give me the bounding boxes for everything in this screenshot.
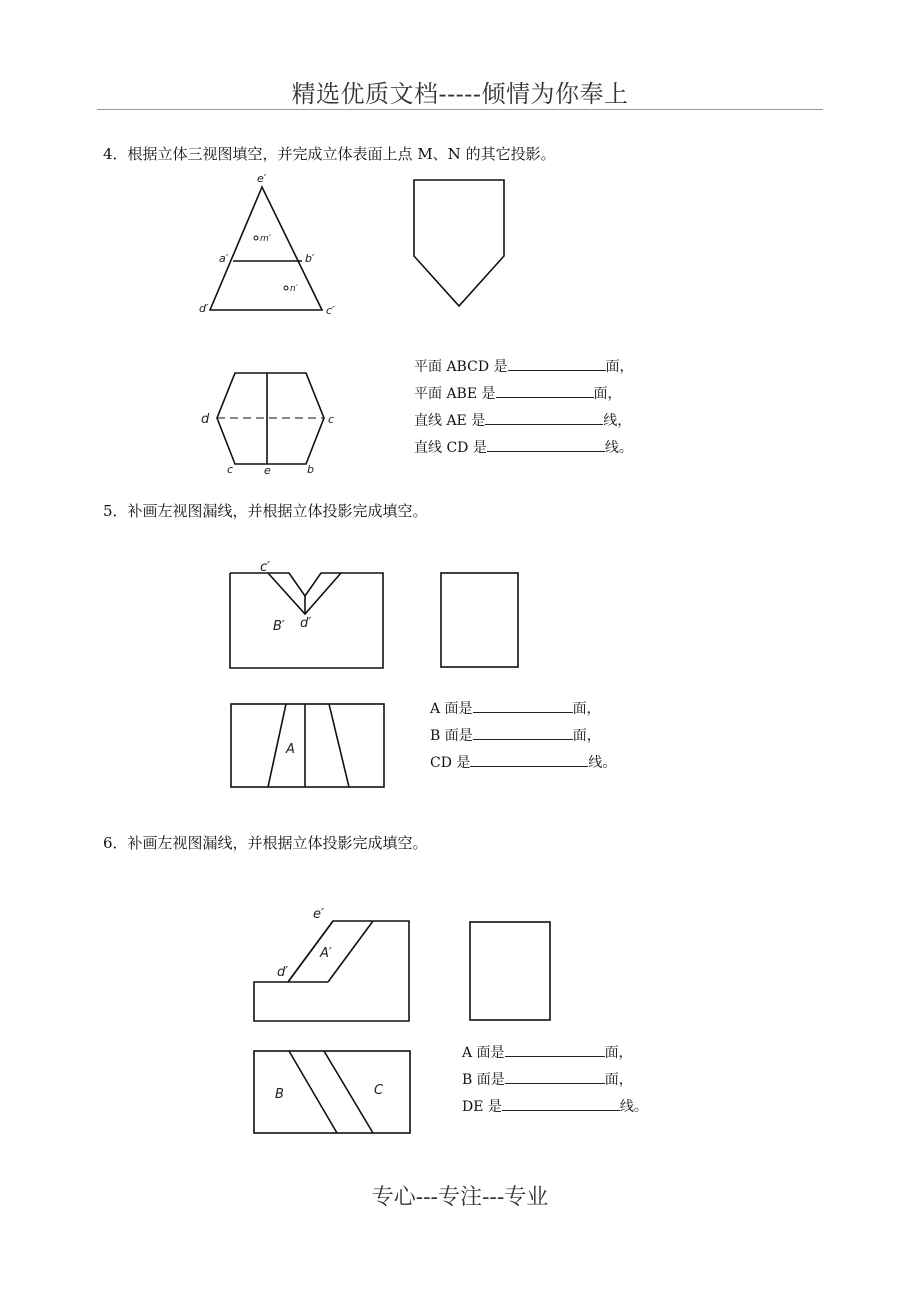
- q4-label-a1: a′: [219, 252, 229, 265]
- q4-title: 4．根据立体三视图填空，并完成立体表面上点 M、N 的其它投影。: [103, 145, 556, 163]
- page-header: 精选优质文档-----倾情为你奉上: [291, 80, 629, 108]
- q5-label-b1: B′: [273, 619, 285, 634]
- answer-blank[interactable]: [505, 1042, 605, 1057]
- q6-label-a1: A′: [320, 946, 332, 961]
- q4-top-view: [217, 373, 324, 464]
- q4-label-d: d: [201, 412, 210, 427]
- q4-label-n1: n′: [290, 284, 298, 294]
- q4-label-ca: c: [227, 463, 234, 476]
- q4-label-b: b: [307, 463, 314, 476]
- q4-label-c: c: [328, 413, 335, 426]
- q5-label-a: A: [286, 742, 295, 757]
- q5-label-d1: d′: [300, 616, 312, 631]
- answer-blank[interactable]: [487, 437, 605, 452]
- q5-title: 5．补画左视图漏线，并根据立体投影完成填空。: [103, 502, 428, 520]
- q6-side-view: [470, 922, 550, 1020]
- q4-label-b1: b′: [305, 252, 315, 265]
- answer-blank[interactable]: [473, 698, 573, 713]
- q5-label-c1: c′: [260, 560, 271, 575]
- q4-side-view: [414, 180, 504, 306]
- answer-blank[interactable]: [496, 383, 594, 398]
- q5-top-view: [231, 704, 384, 787]
- q6-label-b: B: [275, 1087, 284, 1102]
- q5-blanks: [430, 696, 616, 777]
- q4-blank-4: 直线 CD 是 线。: [414, 435, 634, 462]
- q6-blank-2: B 面是 面，: [462, 1067, 648, 1094]
- q4-blanks: [414, 354, 634, 462]
- q5-blank-3: CD 是 线。: [430, 750, 616, 777]
- answer-blank[interactable]: [473, 725, 573, 740]
- q5-side-view: [441, 573, 518, 667]
- q4-blank-1: 平面 ABCD 是 面，: [414, 354, 634, 381]
- answer-blank[interactable]: [505, 1069, 605, 1084]
- q6-blanks: [462, 1040, 648, 1121]
- q4-label-e: e: [264, 464, 271, 477]
- q6-label-c: C: [374, 1083, 384, 1098]
- answer-blank[interactable]: [508, 356, 606, 371]
- answer-blank[interactable]: [485, 410, 603, 425]
- q6-blank-3: DE 是 线。: [462, 1094, 648, 1121]
- q6-label-e1: e′: [313, 907, 324, 922]
- answer-blank[interactable]: [502, 1096, 620, 1111]
- q4-label-m1: m′: [260, 234, 271, 244]
- page-footer: 专心---专注---专业: [371, 1185, 549, 1210]
- q6-label-d1: d′: [277, 965, 289, 980]
- q4-blank-2: 平面 ABE 是 面，: [414, 381, 634, 408]
- answer-blank[interactable]: [470, 752, 588, 767]
- q4-label-e1: e′: [257, 172, 267, 185]
- q4-label-d1: d′: [199, 302, 209, 315]
- q4-front-view: [210, 187, 322, 310]
- q6-blank-1: A 面是 面，: [462, 1040, 648, 1067]
- q6-title: 6．补画左视图漏线，并根据立体投影完成填空。: [103, 834, 428, 852]
- q4-label-c1: c′: [326, 304, 335, 317]
- q4-blank-3: 直线 AE 是 线，: [414, 408, 634, 435]
- q5-blank-2: B 面是 面，: [430, 723, 616, 750]
- q5-blank-1: A 面是 面，: [430, 696, 616, 723]
